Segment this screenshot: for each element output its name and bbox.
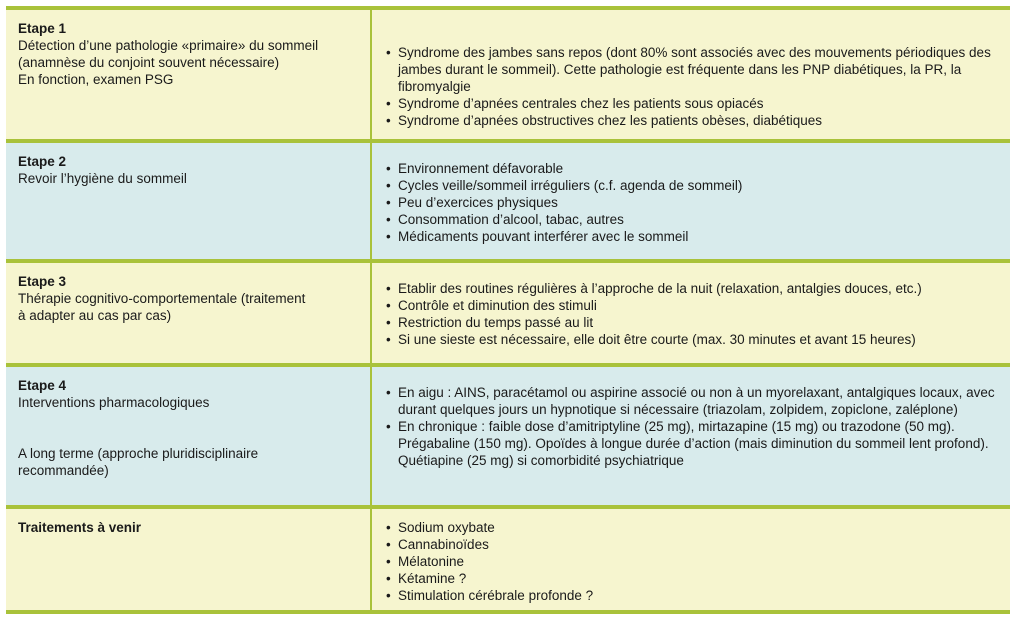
list-item: • Cycles veille/sommeil irréguliers (c.f. agenda de sommeil): [386, 177, 1000, 194]
bullet-list: [386, 44, 1000, 129]
spacer: [18, 428, 360, 445]
step-title: Etape 2: [18, 154, 67, 169]
list-item: • Médicaments pouvant interférer avec le sommeil: [386, 228, 1000, 245]
list-item: • Mélatonine: [386, 553, 1000, 570]
table-row-etape-3: [6, 263, 1010, 367]
row-label-cell: [6, 143, 372, 259]
step-description-line: En fonction, examen PSG: [18, 72, 174, 87]
table-row-etape-2: [6, 143, 1010, 263]
step-title: Traitements à venir: [18, 520, 142, 535]
row-items-cell: [372, 367, 1010, 505]
table-row-etape-4: [6, 367, 1010, 509]
row-items-cell: [372, 143, 1010, 259]
step-description-line: A long terme (approche pluridisciplinaire: [18, 446, 259, 461]
list-item: • Kétamine ?: [386, 570, 1000, 587]
list-item: • Sodium oxybate: [386, 519, 1000, 536]
list-item: • En aigu : AINS, paracétamol ou aspirine associé ou non à un myorelaxant, antalgiques locaux, avec durant quelques jours un hypnotique si nécessaire (triazolam, zolpidem, zopiclone, zaléplone): [386, 384, 1000, 418]
step-description-line: à adapter au cas par cas): [18, 308, 172, 323]
step-title: Etape 3: [18, 274, 67, 289]
list-item: • En chronique : faible dose d’amitriptyline (25 mg), mirtazapine (15 mg) ou trazodone (50 mg). Prégabaline (150 mg). Opoïdes à longue durée d’action (mais diminution du sommeil lent profond). Quétiapine (25 mg) si comorbidité psychiatrique: [386, 418, 1000, 469]
row-items-cell: [372, 10, 1010, 139]
bullet-list: [386, 519, 1000, 604]
list-item: • Stimulation cérébrale profonde ?: [386, 587, 1000, 604]
row-items-cell: [372, 509, 1010, 610]
spacer: [18, 411, 360, 428]
row-label-cell: [6, 509, 372, 610]
row-label-cell: [6, 367, 372, 505]
treatment-steps-table: [6, 6, 1010, 614]
step-description-line: Interventions pharmacologiques: [18, 395, 210, 410]
list-item: • Environnement défavorable: [386, 160, 1000, 177]
list-item: • Si une sieste est nécessaire, elle doit être courte (max. 30 minutes et avant 15 heures): [386, 331, 1000, 348]
row-label-cell: [6, 10, 372, 139]
list-item: • Syndrome d’apnées obstructives chez les patients obèses, diabétiques: [386, 112, 1000, 129]
step-title: Etape 1: [18, 21, 67, 36]
list-item: • Etablir des routines régulières à l’approche de la nuit (relaxation, antalgies douces, etc.): [386, 280, 1000, 297]
row-label-cell: [6, 263, 372, 363]
list-item: • Peu d’exercices physiques: [386, 194, 1000, 211]
list-item: • Cannabinoïdes: [386, 536, 1000, 553]
step-description-line: Thérapie cognitivo-comportementale (traitement: [18, 291, 306, 306]
list-item: • Syndrome d’apnées centrales chez les patients sous opiacés: [386, 95, 1000, 112]
row-items-cell: [372, 263, 1010, 363]
step-description-line: (anamnèse du conjoint souvent nécessaire): [18, 55, 280, 70]
step-description-line: recommandée): [18, 463, 109, 478]
list-item: • Restriction du temps passé au lit: [386, 314, 1000, 331]
bullet-list: [386, 280, 1000, 348]
step-description-line: Détection d’une pathologie «primaire» du sommeil: [18, 38, 319, 53]
list-item: • Contrôle et diminution des stimuli: [386, 297, 1000, 314]
step-description-line: Revoir l’hygiène du sommeil: [18, 171, 187, 186]
bullet-list: [386, 384, 1000, 469]
table-row-etape-1: [6, 10, 1010, 143]
table-row-traitements-a-venir: [6, 509, 1010, 614]
list-item: • Syndrome des jambes sans repos (dont 80% sont associés avec des mouvements périodiques des jambes durant le sommeil). Cette pathologie est fréquente dans les PNP diabétiques, la PR, la fibromyalgie: [386, 44, 1000, 95]
list-item: • Consommation d’alcool, tabac, autres: [386, 211, 1000, 228]
step-title: Etape 4: [18, 378, 67, 393]
bullet-list: [386, 160, 1000, 245]
